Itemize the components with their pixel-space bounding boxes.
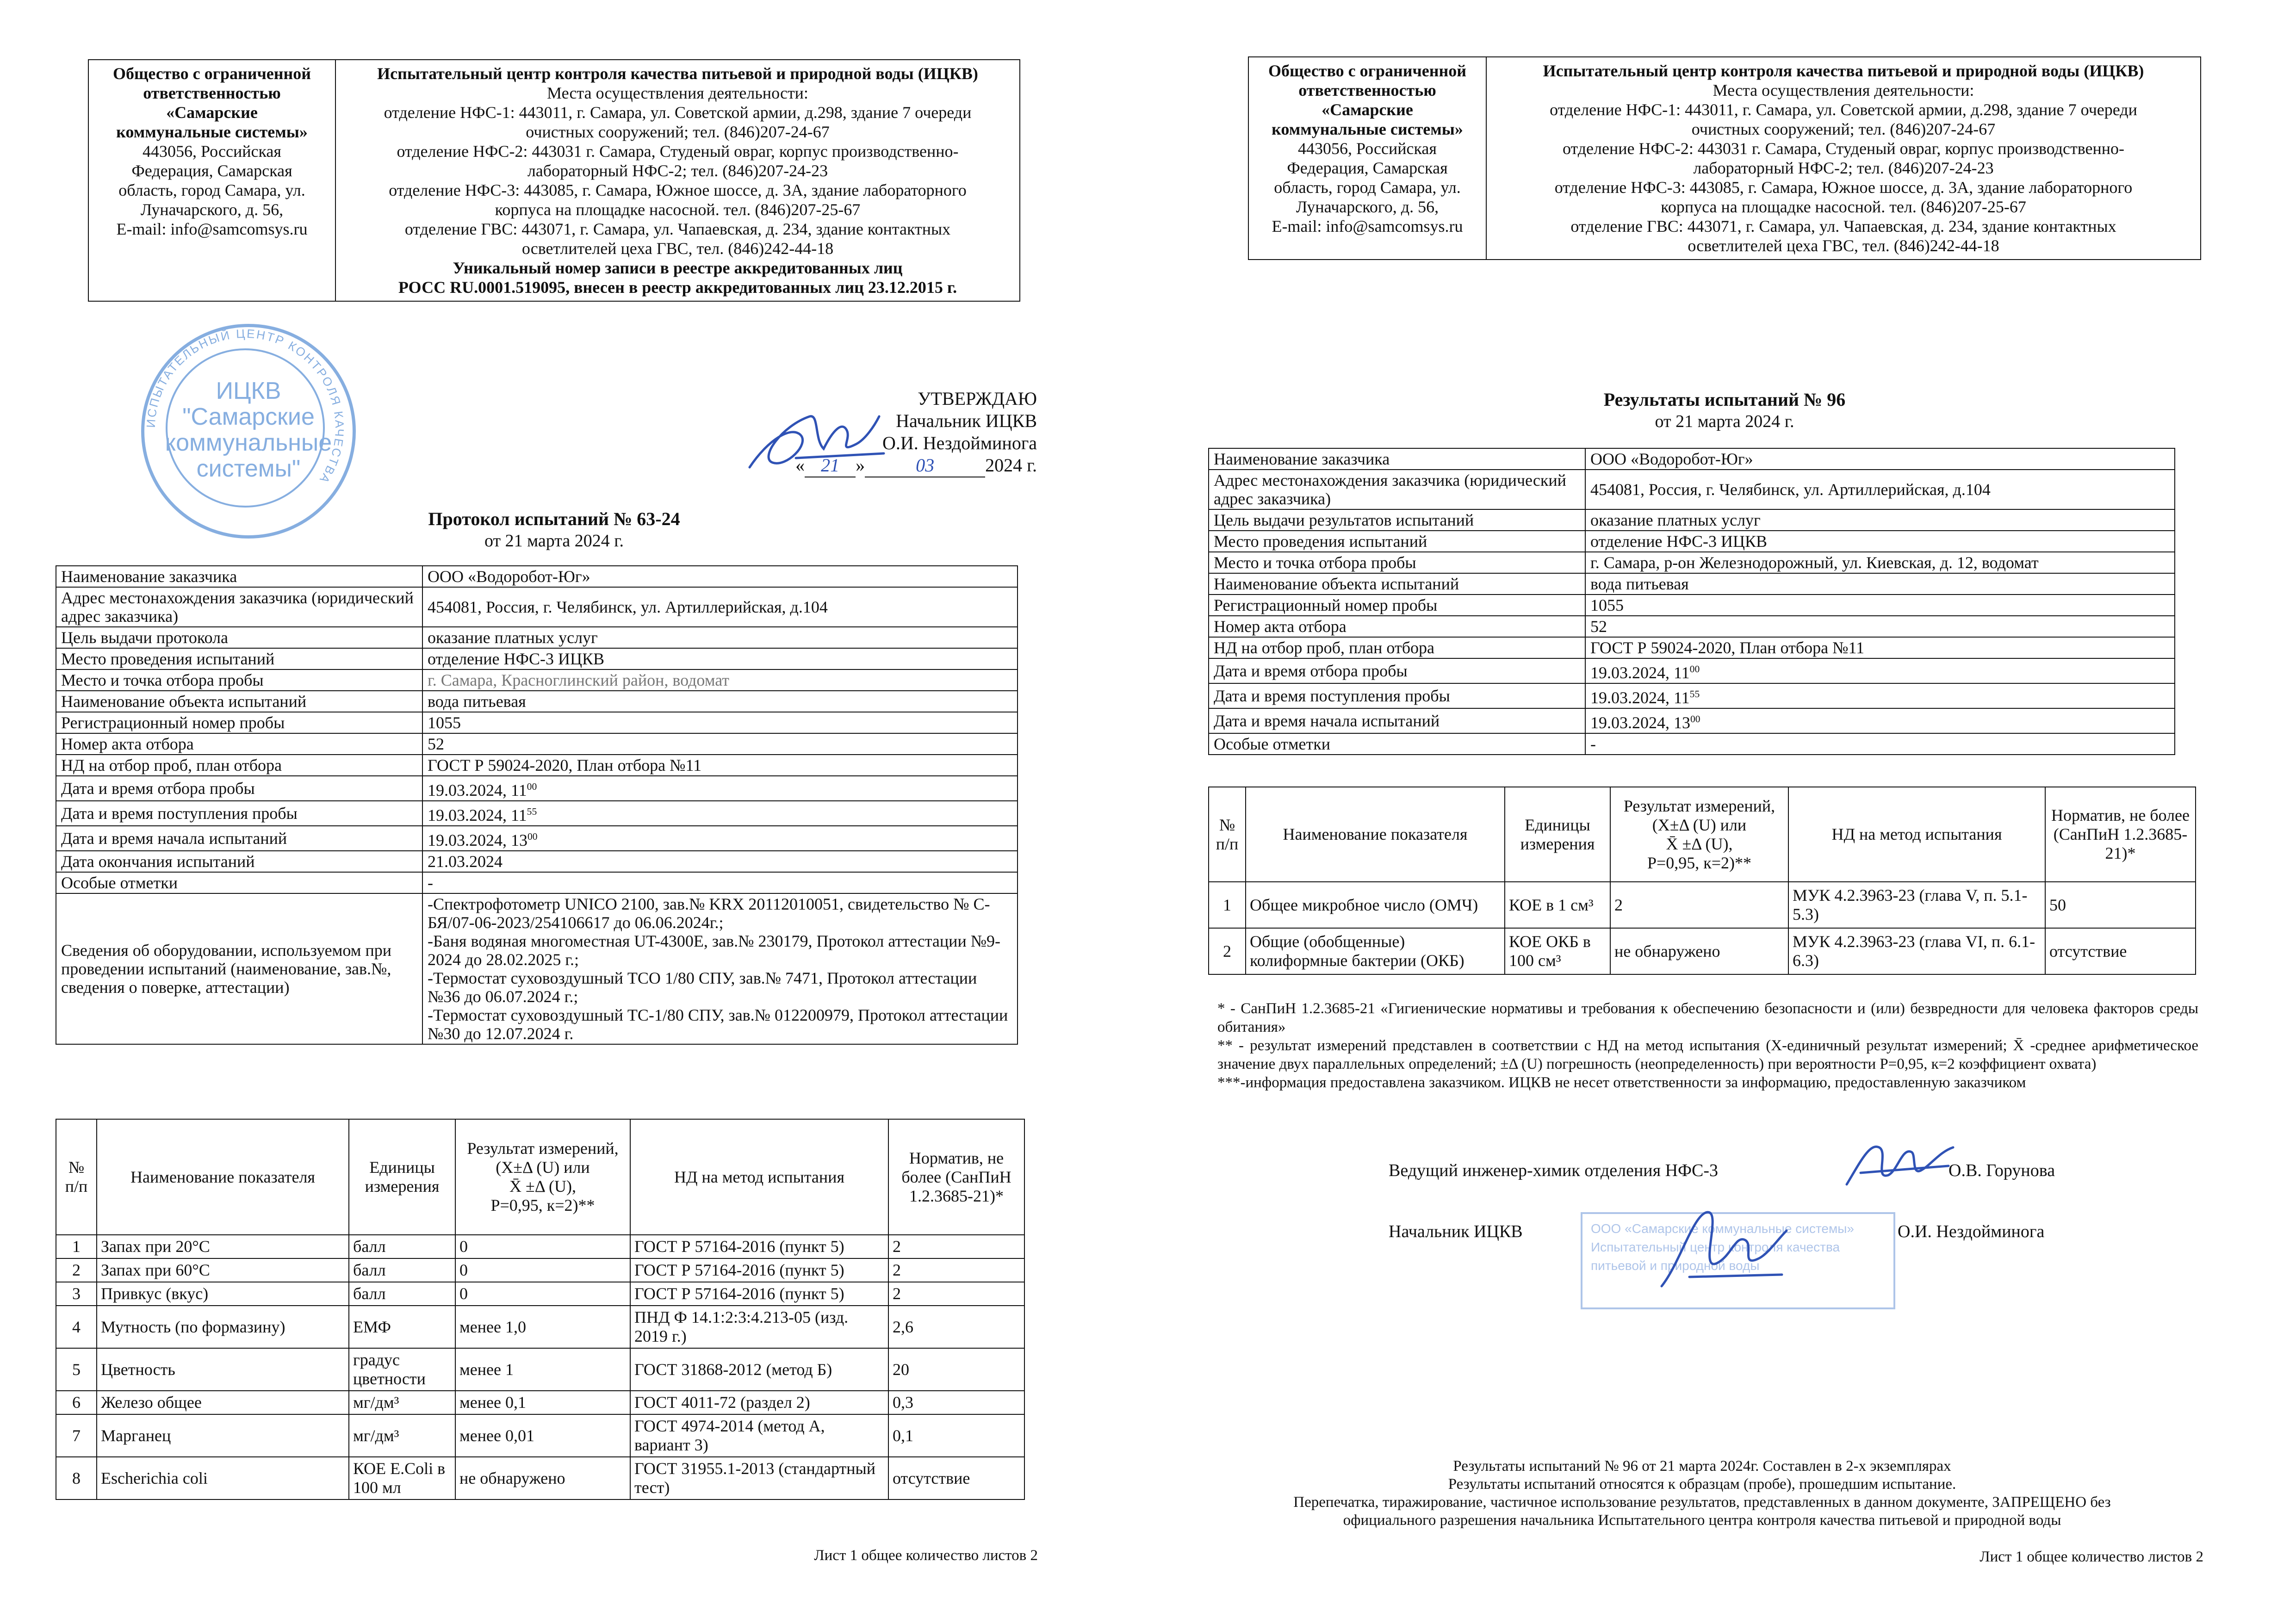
right-title-block [1248, 389, 2201, 432]
sign1-role: Ведущий инженер-химик отделения НФС-3 [1389, 1161, 1719, 1180]
sign2-role: Начальник ИЦКВ [1389, 1222, 1523, 1241]
right-org-line: E-mail: info@samcomsys.ru [1272, 217, 1463, 235]
left-center-cell [335, 60, 1020, 301]
col-units-header: Единицы измерения [349, 1119, 455, 1235]
result-norm: отсутствие [2045, 928, 2196, 974]
info-row [1209, 595, 2175, 616]
result-name: Общее микробное число (ОМЧ) [1246, 882, 1505, 928]
result-units: ЕМФ [349, 1306, 455, 1348]
right-page [1148, 0, 2296, 1623]
info-value: г. Самара, р-он Железнодорожный, ул. Киевская, д. 12, водомат [1585, 552, 2175, 573]
result-method: МУК 4.2.3963-23 (глава VI, п. 6.1-6.3) [1788, 928, 2045, 974]
result-row [56, 1306, 1024, 1348]
col-num-header: № п/п [56, 1119, 97, 1235]
right-results-table [1208, 787, 2196, 975]
result-norm: 2 [888, 1235, 1024, 1258]
info-label: Цель выдачи протокола [56, 627, 422, 648]
equipment-item: -Баня водяная многоместная UT-4300E, зав.№ 230179, Протокол аттестации №9-2024 до 28.02.2025 г.; [428, 932, 1001, 969]
col-norm-header: Норматив, не более (СанПиН 1.2.3685-21)* [888, 1119, 1024, 1235]
info-row [1209, 509, 2175, 531]
info-label: Регистрационный номер пробы [56, 712, 422, 733]
rect-stamp-line: питьевой и природной воды [1591, 1258, 1760, 1273]
left-center-line: осветлителей цеха ГВС, тел. (846)242-44-18 [521, 239, 834, 258]
right-center-line: Места осуществления деятельности: [1713, 81, 1974, 99]
right-header-table [1248, 56, 2201, 260]
result-name: Привкус (вкус) [97, 1282, 349, 1306]
left-center-line: отделение НФС-1: 443011, г. Самара, ул. Советской армии, д.298, здание 7 очереди [384, 103, 972, 122]
info-label: Наименование объекта испытаний [56, 691, 422, 712]
approve-date-day: 21 [805, 454, 856, 477]
left-doc-date: от 21 марта 2024 г. [484, 531, 624, 551]
result-units: балл [349, 1258, 455, 1282]
info-row [56, 691, 1018, 712]
left-center-line: Места осуществления деятельности: [547, 84, 808, 102]
result-norm: 2 [888, 1258, 1024, 1282]
info-value: ООО «Водоробот-Юг» [1585, 448, 2175, 470]
info-label: Наименование объекта испытаний [1209, 573, 1585, 595]
result-method: ГОСТ 4011-72 (раздел 2) [630, 1391, 888, 1414]
result-result: менее 1,0 [455, 1306, 630, 1348]
left-doc-title: Протокол испытаний № 63-24 [428, 508, 680, 529]
footnote: ** - результат измерений представлен в соответствии с НД на метод испытания (X-единичный результат измерений; X̄ -среднее арифметическое значение двух параллельных определений; ±Δ (U) погрешность (неопределенность) при вероятности P=0,95, к=2 коэффициент охвата) [1217, 1037, 2198, 1072]
right-doc-title: Результаты испытаний № 96 [1603, 389, 1846, 410]
info-label: Дата и время поступления пробы [1209, 683, 1585, 708]
left-org-line: ответственностью [143, 84, 281, 102]
r-col-method-header: НД на метод испытания [1788, 787, 2045, 882]
col-result-header: Результат измерений, (X±Δ (U) или X̄ ±Δ (U), P=0,95, к=2)** [455, 1119, 630, 1235]
right-info-table [1208, 448, 2175, 755]
info-row [56, 733, 1018, 755]
result-name: Запах при 60°С [97, 1258, 349, 1282]
info-row [56, 648, 1018, 669]
result-name: Железо общее [97, 1391, 349, 1414]
info-label: Цель выдачи результатов испытаний [1209, 509, 1585, 531]
right-org-line: Общество с ограниченной [1268, 62, 1466, 80]
result-units: градус цветности [349, 1348, 455, 1391]
right-doc-date: от 21 марта 2024 г. [1655, 412, 1794, 431]
approve-title: УТВЕРЖДАЮ [918, 388, 1037, 409]
result-method: МУК 4.2.3963-23 (глава V, п. 5.1-5.3) [1788, 882, 2045, 928]
equipment-row [56, 893, 1018, 1044]
rect-stamp-line: Испытательный центр контроля качества [1591, 1240, 1840, 1254]
left-org-line: 443056, Российская [143, 142, 281, 161]
left-org-line: E-mail: info@samcomsys.ru [116, 220, 308, 238]
info-label: Адрес местонахождения заказчика (юридический адрес заказчика) [1209, 470, 1585, 509]
right-center-line: корпуса на площадке насосной. тел. (846)207-25-67 [1661, 198, 2026, 216]
left-center-title: Испытательный центр контроля качества питьевой и природной воды (ИЦКВ) [377, 64, 978, 83]
right-center-line: лабораторный НФС-2; тел. (846)207-24-23 [1693, 159, 1994, 177]
equipment-list [422, 893, 1018, 1044]
result-row [56, 1414, 1024, 1457]
info-row [56, 851, 1018, 872]
result-method: ГОСТ Р 57164-2016 (пункт 5) [630, 1258, 888, 1282]
footer-line: официального разрешения начальника Испытательного центра контроля качества питьевой и природной воды [1343, 1512, 2061, 1529]
info-value-sup: 55 [1689, 688, 1700, 700]
left-registry-line1: Уникальный номер записи в реестре аккредитованных лиц [453, 259, 903, 277]
info-label: НД на отбор проб, план отбора [1209, 637, 1585, 658]
approve-date-month: 03 [865, 454, 985, 477]
result-norm: 50 [2045, 882, 2196, 928]
info-label: Наименование заказчика [56, 566, 422, 587]
result-result: не обнаружено [1610, 928, 1788, 974]
info-label: Место и точка отбора пробы [56, 669, 422, 691]
approve-name: О.И. Нездойминога [882, 433, 1037, 453]
right-center-line: отделение НФС-3: 443085, г. Самара, Южное шоссе, д. 3А, здание лабораторного [1554, 178, 2133, 197]
footer-line: Перепечатка, тиражирование, частичное использование результатов, представленных в данном документе, ЗАПРЕЩЕНО без [1293, 1494, 2111, 1511]
info-value: - [1585, 733, 2175, 755]
result-result: не обнаружено [455, 1457, 630, 1499]
left-org-line: Федерация, Самарская [131, 161, 292, 180]
right-footer-disclaimer [1208, 1457, 2196, 1530]
result-method: ГОСТ Р 57164-2016 (пункт 5) [630, 1282, 888, 1306]
info-value: вода питьевая [1585, 573, 2175, 595]
result-units: балл [349, 1282, 455, 1306]
result-method: ГОСТ Р 57164-2016 (пункт 5) [630, 1235, 888, 1258]
right-org-line: «Самарские [1322, 100, 1413, 119]
info-label: Дата окончания испытаний [56, 851, 422, 872]
result-num: 2 [56, 1258, 97, 1282]
left-info-table [56, 565, 1018, 1045]
result-units: КОЕ ОКБ в 100 см³ [1505, 928, 1610, 974]
info-value: 19.03.2024, $13^{00}$ [422, 826, 1018, 851]
result-name: Цветность [97, 1348, 349, 1391]
result-row [56, 1258, 1024, 1282]
r-col-norm-header: Норматив, не более (СанПиН 1.2.3685-21)* [2045, 787, 2196, 882]
result-method: ГОСТ 4974-2014 (метод А, вариант 3) [630, 1414, 888, 1457]
info-row [1209, 683, 2175, 708]
info-value: 19.03.2024, $11^{00}$ [1585, 658, 2175, 683]
result-row [56, 1391, 1024, 1414]
right-org-line: коммунальные системы» [1272, 120, 1463, 138]
result-num: 2 [1209, 928, 1246, 974]
left-header-table [88, 59, 1020, 302]
info-value: 19.03.2024, $11^{55}$ [422, 801, 1018, 826]
info-row [56, 712, 1018, 733]
footer-line: Результаты испытаний относятся к образцам (пробе), прошедшим испытание. [1448, 1476, 1956, 1493]
result-result: 2 [1610, 882, 1788, 928]
round-stamp-line: коммунальные [165, 429, 332, 456]
result-num: 5 [56, 1348, 97, 1391]
info-value: 52 [422, 733, 1018, 755]
result-name: Запах при 20°С [97, 1235, 349, 1258]
right-notes [1217, 999, 2198, 1092]
info-label: Номер акта отбора [1209, 616, 1585, 637]
result-method: ГОСТ 31955.1-2013 (стандартный тест) [630, 1457, 888, 1499]
result-row [56, 1282, 1024, 1306]
info-label: Регистрационный номер пробы [1209, 595, 1585, 616]
round-stamp-ring-text: ИСПЫТАТЕЛЬНЫЙ ЦЕНТР КОНТРОЛЯ КАЧЕСТВА [143, 326, 347, 487]
info-row [56, 627, 1018, 648]
right-center-line: отделение НФС-1: 443011, г. Самара, ул. Советской армии, д.298, здание 7 очереди [1550, 100, 2137, 119]
left-org-line: коммунальные системы» [116, 123, 308, 141]
info-row [56, 755, 1018, 776]
info-row [1209, 708, 2175, 733]
info-row [1209, 573, 2175, 595]
info-value: отделение НФС-3 ИЦКВ [422, 648, 1018, 669]
info-row [1209, 448, 2175, 470]
footnote: * - СанПиН 1.2.3685-21 «Гигиенические нормативы и требования к обеспечению безопасности и (или) безвредности для человека факторов среды обитания» [1217, 1000, 2198, 1035]
info-label: Место и точка отбора пробы [1209, 552, 1585, 573]
left-org-line: Общество с ограниченной [112, 64, 311, 83]
result-num: 7 [56, 1414, 97, 1457]
equipment-label: Сведения об оборудовании, используемом при проведении испытаний (наименование, зав.№, сведения о поверке, аттестации) [56, 893, 422, 1044]
result-norm: 0,1 [888, 1414, 1024, 1457]
footer-line: Результаты испытаний № 96 от 21 марта 2024г. Составлен в 2-х экземплярах [1453, 1458, 1951, 1474]
info-row [56, 872, 1018, 893]
round-stamp-line: системы" [196, 455, 301, 482]
result-norm: 2 [888, 1282, 1024, 1306]
info-label: Дата и время начала испытаний [1209, 708, 1585, 733]
left-title-block [88, 508, 1020, 551]
info-value: 1055 [1585, 595, 2175, 616]
result-name: Escherichia coli [97, 1457, 349, 1499]
info-row [1209, 658, 2175, 683]
info-row [56, 826, 1018, 851]
info-value: 52 [1585, 616, 2175, 637]
r-col-result-header: Результат измерений, (X±Δ (U) или X̄ ±Δ (U), P=0,95, к=2)** [1610, 787, 1788, 882]
left-page-footer: Лист 1 общее количество листов 2 [814, 1547, 1038, 1564]
left-results-table [56, 1119, 1025, 1500]
result-result: 0 [455, 1282, 630, 1306]
result-num: 6 [56, 1391, 97, 1414]
right-org-cell [1248, 57, 1486, 260]
right-center-title: Испытательный центр контроля качества питьевой и природной воды (ИЦКВ) [1543, 62, 2144, 80]
right-org-line: Луначарского, д. 56, [1296, 198, 1439, 216]
info-value: 454081, Россия, г. Челябинск, ул. Артиллерийская, д.104 [1585, 470, 2175, 509]
info-row [1209, 470, 2175, 509]
info-label: Наименование заказчика [1209, 448, 1585, 470]
right-center-line: очистных сооружений; тел. (846)207-24-67 [1691, 120, 1996, 138]
info-value: ГОСТ Р 59024-2020, План отбора №11 [1585, 637, 2175, 658]
left-center-line: отделение НФС-3: 443085, г. Самара, Южное шоссе, д. 3А, здание лабораторного [389, 181, 967, 199]
sign2-name: О.И. Нездойминога [1898, 1222, 2045, 1241]
result-num: 8 [56, 1457, 97, 1499]
approve-date: « 21 » 03 2024 г. [795, 454, 1037, 477]
info-label: Дата и время поступления пробы [56, 801, 422, 826]
info-label: Место проведения испытаний [1209, 531, 1585, 552]
info-row [1209, 531, 2175, 552]
left-center-line: отделение НФС-2: 443031 г. Самара, Студеный овраг, корпус производственно- [397, 142, 959, 161]
info-value: 454081, Россия, г. Челябинск, ул. Артиллерийская, д.104 [422, 587, 1018, 627]
info-row [56, 776, 1018, 801]
info-label: Место проведения испытаний [56, 648, 422, 669]
info-row [56, 587, 1018, 627]
info-row [56, 801, 1018, 826]
left-center-line: очистных сооружений; тел. (846)207-24-67 [526, 123, 830, 141]
result-num: 3 [56, 1282, 97, 1306]
result-units: мг/дм³ [349, 1391, 455, 1414]
right-page-footer: Лист 1 общее количество листов 2 [1980, 1549, 2203, 1565]
result-row [56, 1235, 1024, 1258]
left-org-line: «Самарские [166, 103, 258, 122]
r-col-num-header: № п/п [1209, 787, 1246, 882]
equipment-item: -Термостат суховоздушный ТСО 1/80 СПУ, зав.№ 7471, Протокол аттестации №36 до 06.07.2024 г.; [428, 969, 977, 1006]
right-org-line: область, город Самара, ул. [1274, 178, 1461, 197]
left-org-line: Луначарского, д. 56, [140, 200, 284, 219]
result-result: менее 0,01 [455, 1414, 630, 1457]
result-method: ГОСТ 31868-2012 (метод Б) [630, 1348, 888, 1391]
right-center-line: отделение ГВС: 443071, г. Самара, ул. Чапаевская, д. 234, здание контактных [1570, 217, 2116, 235]
info-row [1209, 552, 2175, 573]
info-value: оказание платных услуг [1585, 509, 2175, 531]
info-row [1209, 637, 2175, 658]
col-name-header: Наименование показателя [97, 1119, 349, 1235]
info-value: 19.03.2024, $11^{55}$ [1585, 683, 2175, 708]
result-row [1209, 882, 2196, 928]
right-org-line: ответственностью [1298, 81, 1436, 99]
info-label: НД на отбор проб, план отбора [56, 755, 422, 776]
result-name: Общие (обобщенные) колиформные бактерии (ОКБ) [1246, 928, 1505, 974]
approve-signature [740, 398, 893, 481]
sign2-signature [1643, 1194, 1796, 1300]
info-value: 19.03.2024, $13^{00}$ [1585, 708, 2175, 733]
info-value: вода питьевая [422, 691, 1018, 712]
info-value: 1055 [422, 712, 1018, 733]
info-value: г. Самара, Красноглинский район, водомат [422, 669, 1018, 691]
info-value: 19.03.2024, $11^{00}$ [422, 776, 1018, 801]
info-label: Адрес местонахождения заказчика (юридический адрес заказчика) [56, 587, 422, 627]
info-label: Дата и время начала испытаний [56, 826, 422, 851]
right-center-line: осветлителей цеха ГВС, тел. (846)242-44-18 [1688, 236, 1999, 255]
info-row [56, 566, 1018, 587]
result-result: менее 1 [455, 1348, 630, 1391]
info-value: отделение НФС-3 ИЦКВ [1585, 531, 2175, 552]
approve-role: Начальник ИЦКВ [896, 410, 1037, 431]
round-stamp-line: "Самарские [182, 403, 315, 430]
r-col-units-header: Единицы измерения [1505, 787, 1610, 882]
equipment-item: -Термостат суховоздушный ТС-1/80 СПУ, зав.№ 012200979, Протокол аттестации №30 до 12.07.2024 г. [428, 1006, 1008, 1043]
result-result: 0 [455, 1235, 630, 1258]
result-num: 4 [56, 1306, 97, 1348]
left-org-cell [88, 60, 335, 301]
result-norm: 0,3 [888, 1391, 1024, 1414]
result-norm: 20 [888, 1348, 1024, 1391]
result-norm: отсутствие [888, 1457, 1024, 1499]
right-center-line: отделение НФС-2: 443031 г. Самара, Студеный овраг, корпус производственно- [1562, 139, 2125, 158]
col-method-header: НД на метод испытания [630, 1119, 888, 1235]
result-units: КОЕ в 1 см³ [1505, 882, 1610, 928]
result-method: ПНД Ф 14.1:2:3:4.213-05 (изд. 2019 г.) [630, 1306, 888, 1348]
info-value-sup: 00 [1689, 663, 1700, 675]
info-value: оказание платных услуг [422, 627, 1018, 648]
result-num: 1 [56, 1235, 97, 1258]
result-norm: 2,6 [888, 1306, 1024, 1348]
left-center-line: лабораторный НФС-2; тел. (846)207-24-23 [527, 161, 828, 180]
info-value: ГОСТ Р 59024-2020, План отбора №11 [422, 755, 1018, 776]
result-num: 1 [1209, 882, 1246, 928]
rect-stamp-line: ООО «Самарские коммунальные системы» [1591, 1221, 1854, 1236]
info-label: Особые отметки [1209, 733, 1585, 755]
info-row [56, 669, 1018, 691]
result-name: Марганец [97, 1414, 349, 1457]
info-value-sup: 55 [527, 806, 537, 817]
result-row [56, 1457, 1024, 1499]
left-center-line: отделение ГВС: 443071, г. Самара, ул. Чапаевская, д. 234, здание контактных [404, 220, 951, 238]
left-center-line: корпуса на площадке насосной. тел. (846)207-25-67 [495, 200, 861, 219]
result-result: менее 0,1 [455, 1391, 630, 1414]
round-stamp-line: ИЦКВ [216, 378, 281, 404]
equipment-item: -Спектрофотометр UNICO 2100, зав.№ KRX 20112010051, свидетельство № С-БЯ/07-06-2023/254106617 до 06.06.2024г.; [428, 895, 990, 932]
right-org-line: 443056, Российская [1298, 139, 1437, 158]
result-name: Мутность (по формазину) [97, 1306, 349, 1348]
round-stamp [141, 324, 356, 539]
info-value: ООО «Водоробот-Юг» [422, 566, 1018, 587]
info-row [1209, 616, 2175, 637]
right-org-line: Федерация, Самарская [1287, 159, 1448, 177]
left-org-line: область, город Самара, ул. [118, 181, 305, 199]
result-units: мг/дм³ [349, 1414, 455, 1457]
info-label: Номер акта отбора [56, 733, 422, 755]
result-result: 0 [455, 1258, 630, 1282]
result-units: КОЕ E.Coli в 100 мл [349, 1457, 455, 1499]
info-label: Особые отметки [56, 872, 422, 893]
result-row [1209, 928, 2196, 974]
right-center-cell [1486, 57, 2201, 260]
footnote: ***-информация предоставлена заказчиком. ИЦКВ не несет ответственности за информацию, предоставленную заказчиком [1217, 1074, 2026, 1091]
info-label: Дата и время отбора пробы [56, 776, 422, 801]
result-row [56, 1348, 1024, 1391]
left-registry-line2: РОСС RU.0001.519095, внесен в реестр аккредитованных лиц 23.12.2015 г. [398, 278, 957, 297]
sign1-name: О.В. Горунова [1948, 1161, 2055, 1180]
info-value: 21.03.2024 [422, 851, 1018, 872]
info-value-sup: 00 [1690, 713, 1700, 725]
info-row [1209, 733, 2175, 755]
r-col-name-header: Наименование показателя [1246, 787, 1505, 882]
info-value-sup: 00 [527, 781, 537, 792]
info-label: Дата и время отбора пробы [1209, 658, 1585, 683]
info-value: - [422, 872, 1018, 893]
info-value-sup: 00 [527, 831, 538, 842]
result-units: балл [349, 1235, 455, 1258]
